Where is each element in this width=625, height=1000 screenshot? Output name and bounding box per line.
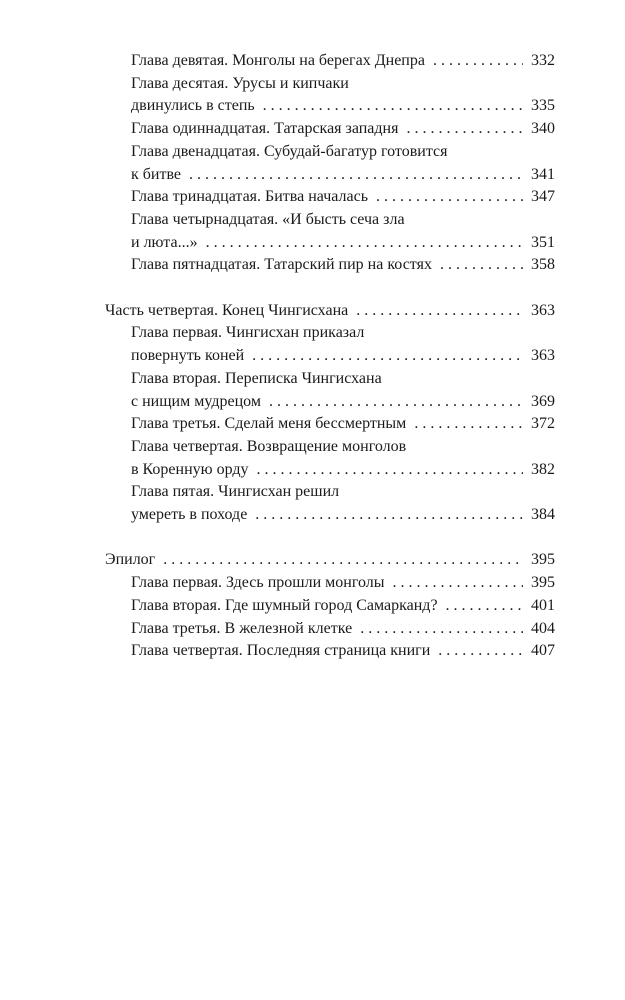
toc-entry <box>105 50 555 73</box>
page-number: 395 <box>531 551 555 569</box>
entry-title: Глава пятнадцатая. Татарский пир на костях <box>131 256 432 274</box>
toc-entry <box>105 413 555 436</box>
page-number: 382 <box>531 460 555 478</box>
page-number: 351 <box>531 233 555 251</box>
toc-epilogue-heading <box>105 549 555 572</box>
epilogue-title: Эпилог <box>105 551 156 569</box>
toc-entry <box>105 368 555 413</box>
page-number: 340 <box>531 120 555 138</box>
entry-title: Глава десятая. Урусы и кипчаки <box>131 74 349 92</box>
toc-entry <box>105 640 555 663</box>
entry-title: Глава третья. Сделай меня бессмертным <box>131 415 407 433</box>
page-number: 384 <box>531 506 555 524</box>
toc-entry <box>105 73 555 118</box>
leader-dots <box>356 300 523 323</box>
leader-dots <box>263 95 523 118</box>
leader-dots <box>393 572 523 595</box>
toc-entry <box>105 436 555 481</box>
toc-entry <box>105 186 555 209</box>
page-number: 401 <box>531 596 555 614</box>
entry-title: Глава девятая. Монголы на берегах Днепра <box>131 52 425 69</box>
entry-title-continued: двинулись в степь <box>131 97 255 115</box>
entry-title: Глава пятая. Чингисхан решил <box>131 483 340 501</box>
entry-title: Глава первая. Здесь прошли монголы <box>131 574 385 592</box>
leader-dots <box>438 640 523 663</box>
entry-title: Глава вторая. Переписка Чингисхана <box>131 369 382 387</box>
page-number: 332 <box>531 52 555 69</box>
page-number: 341 <box>531 165 555 183</box>
toc-entry <box>105 254 555 277</box>
leader-dots <box>406 118 523 141</box>
leader-dots <box>163 549 523 572</box>
toc-entry <box>105 209 555 254</box>
leader-dots <box>189 164 523 187</box>
section-spacer <box>105 277 555 300</box>
leader-dots <box>252 345 523 368</box>
entry-title: Глава вторая. Где шумный город Самарканд? <box>131 596 438 614</box>
entry-title: Глава одиннадцатая. Татарская западня <box>131 120 399 138</box>
leader-dots <box>257 459 523 482</box>
entry-title: Глава четвертая. Последняя страница книги <box>131 642 431 660</box>
chapter-list-block-2 <box>105 322 555 526</box>
leader-dots <box>440 254 523 277</box>
page-number: 369 <box>531 392 555 410</box>
toc-entry <box>105 481 555 526</box>
leader-dots <box>269 391 523 414</box>
section-spacer <box>105 527 555 550</box>
page-number: 372 <box>531 415 555 433</box>
leader-dots <box>206 232 523 255</box>
entry-title: Глава третья. В железной клетке <box>131 619 353 637</box>
page-number: 347 <box>531 188 555 206</box>
page-number: 395 <box>531 574 555 592</box>
page-number: 363 <box>531 301 555 319</box>
leader-dots <box>255 504 523 527</box>
entry-title: Глава двенадцатая. Субудай-багатур готовится <box>131 142 448 160</box>
toc-entry <box>105 118 555 141</box>
chapter-list-block-3 <box>105 572 555 663</box>
entry-title-continued: с нищим мудрецом <box>131 392 261 410</box>
leader-dots <box>376 186 523 209</box>
chapter-list-block-1 <box>105 50 555 277</box>
page-number: 335 <box>531 97 555 115</box>
page-number: 358 <box>531 256 555 274</box>
entry-title: Глава четвертая. Возвращение монголов <box>131 437 407 455</box>
toc-entry <box>105 141 555 186</box>
entry-title-continued: и люта...» <box>131 233 198 251</box>
toc-entry <box>105 595 555 618</box>
table-of-contents <box>105 50 555 663</box>
leader-dots <box>360 618 523 641</box>
toc-part-heading <box>105 300 555 323</box>
entry-title-continued: умереть в походе <box>131 506 248 524</box>
page-number: 407 <box>531 642 555 660</box>
leader-dots <box>414 413 523 436</box>
entry-title: Глава тринадцатая. Битва началась <box>131 188 369 206</box>
page-number: 404 <box>531 619 555 637</box>
part-title: Часть четвертая. Конец Чингисхана <box>105 301 349 319</box>
entry-title: Глава первая. Чингисхан приказал <box>131 324 365 342</box>
page-number: 363 <box>531 347 555 365</box>
entry-title-continued: к битве <box>131 165 182 183</box>
toc-entry <box>105 572 555 595</box>
toc-entry <box>105 618 555 641</box>
toc-entry <box>105 322 555 367</box>
entry-title-continued: в Коренную орду <box>131 460 249 478</box>
leader-dots <box>433 50 523 73</box>
entry-title-continued: повернуть коней <box>131 347 245 365</box>
entry-title: Глава четырнадцатая. «И бысть сеча зла <box>131 210 405 228</box>
leader-dots <box>446 595 523 618</box>
